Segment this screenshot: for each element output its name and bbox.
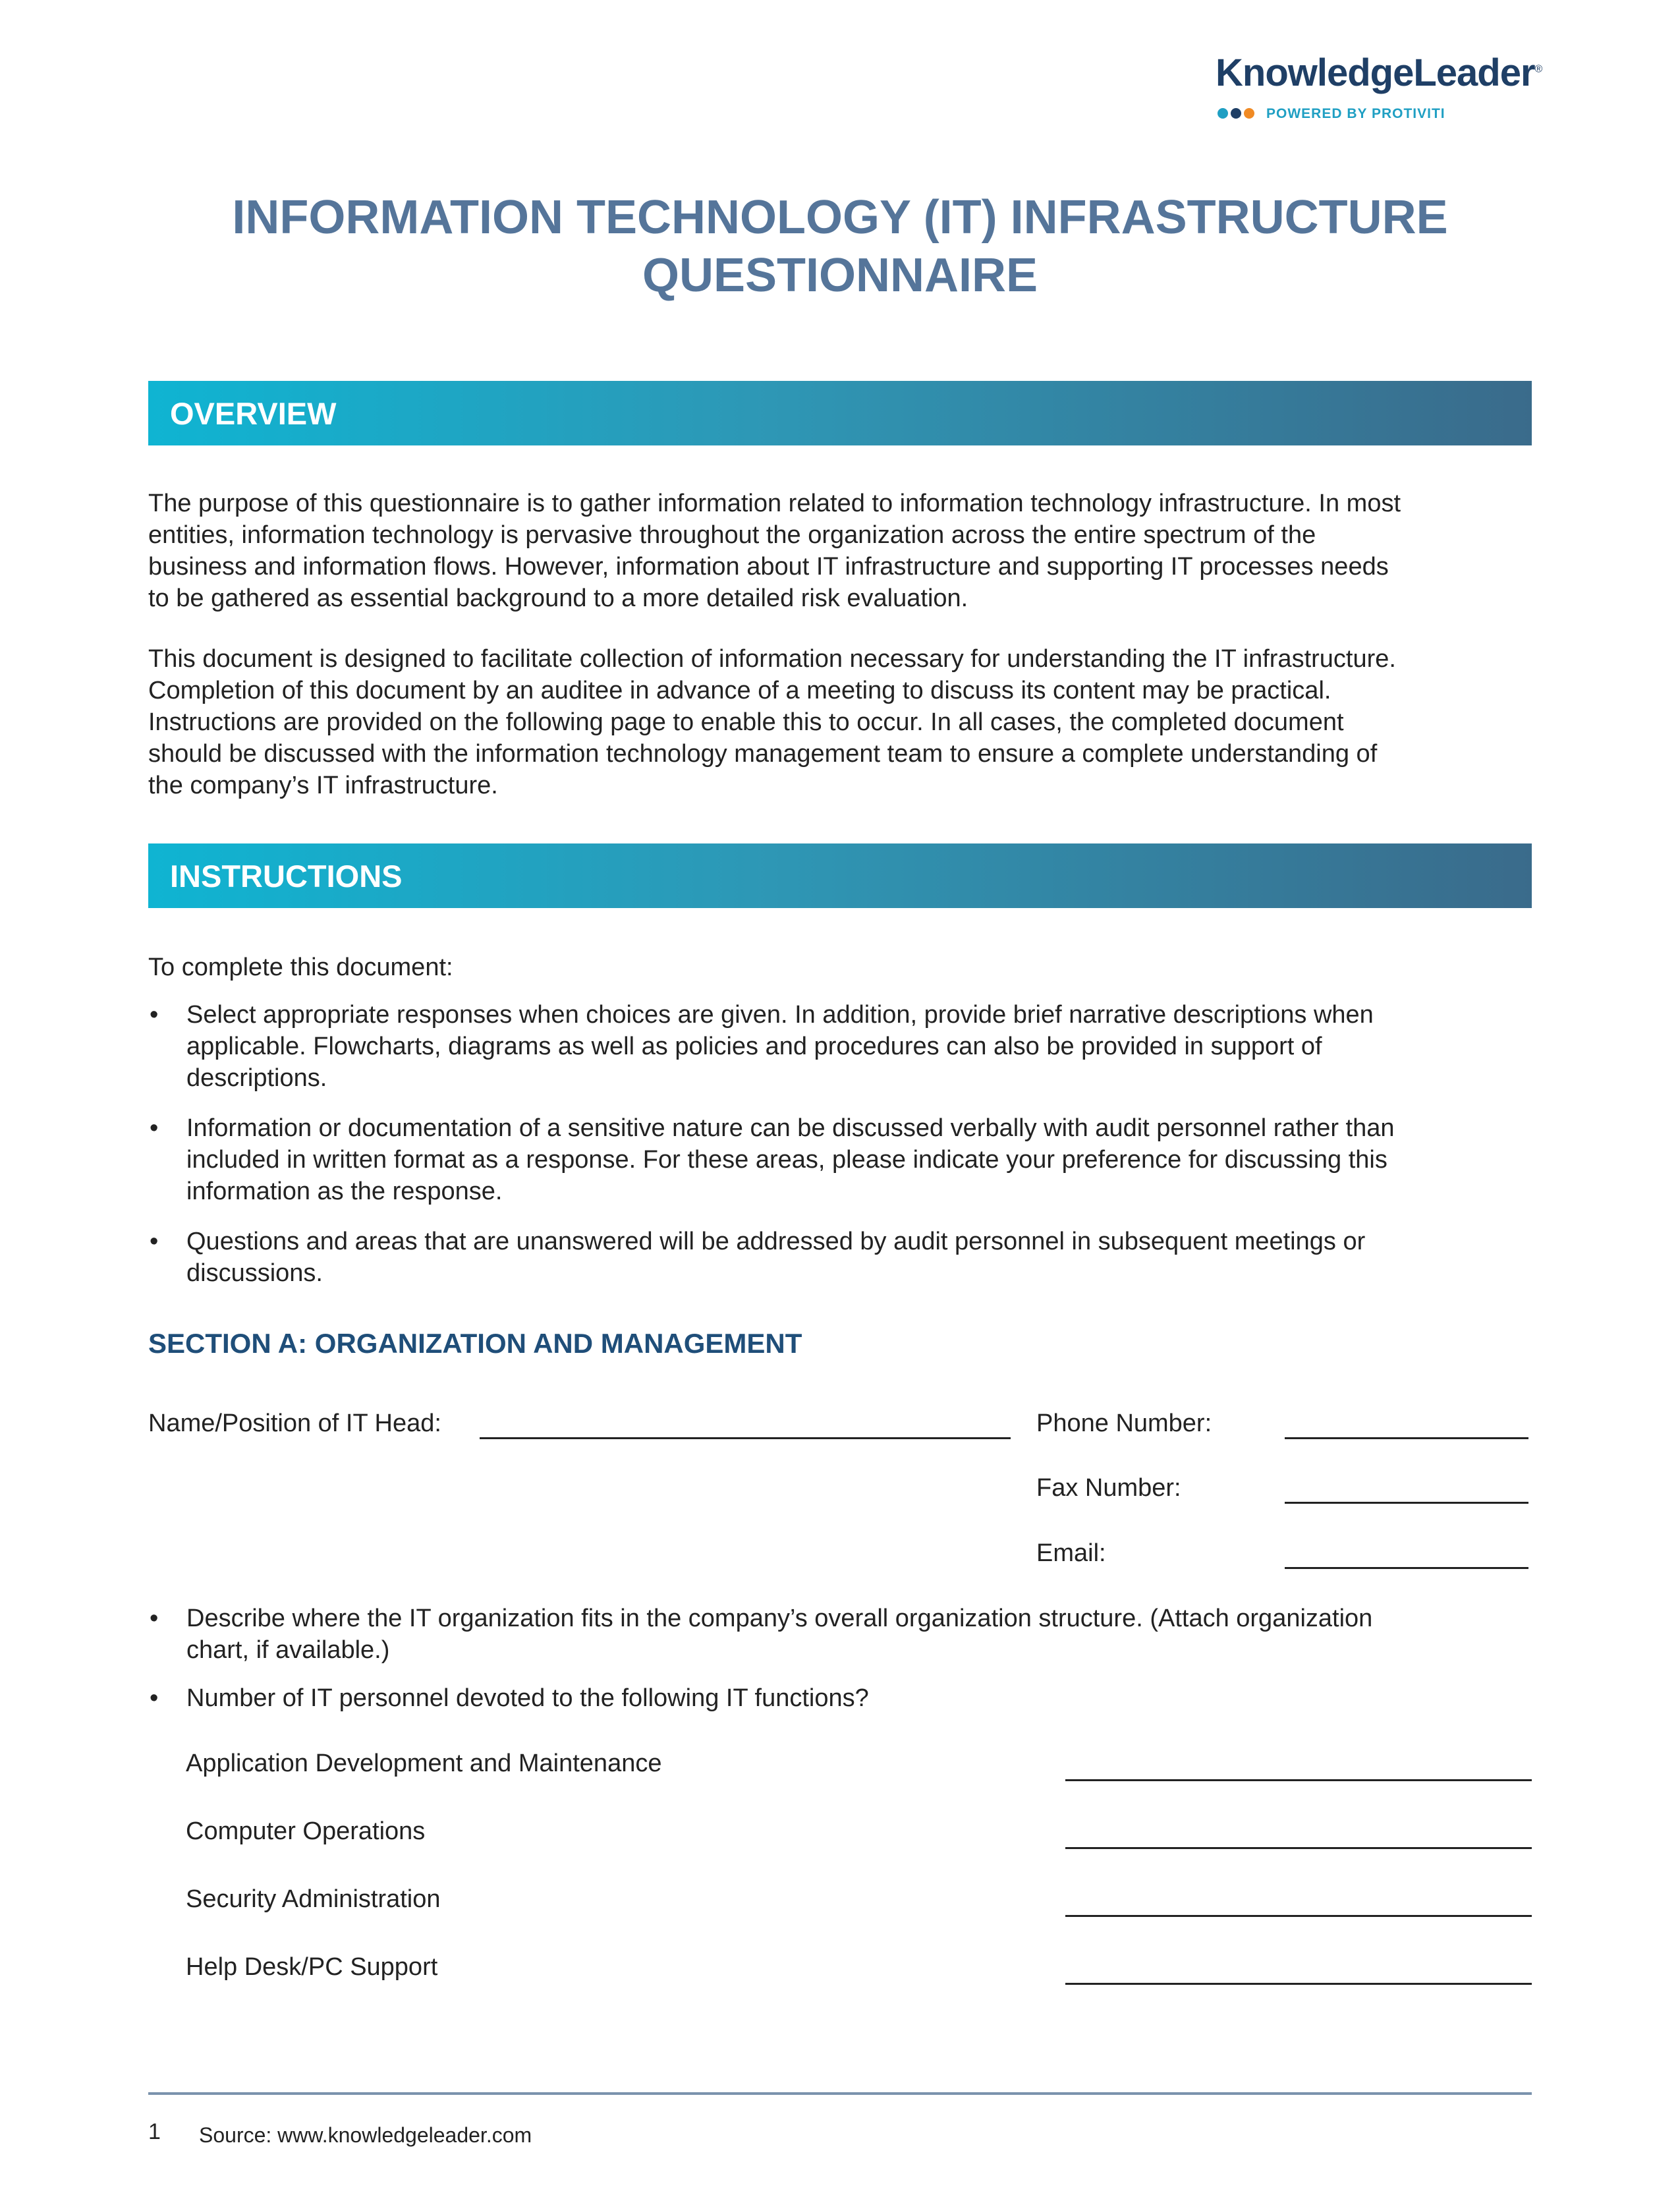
it-head-field[interactable] [480, 1437, 1011, 1439]
function-label-computer-ops: Computer Operations [186, 1817, 426, 1845]
function-field-help-desk[interactable] [1065, 1983, 1532, 1985]
text-line: Number of IT personnel devoted to the following IT functions? [186, 1684, 869, 1712]
bullet-icon: • [150, 1684, 159, 1712]
text-line: business and information flows. However, information about IT infrastructure and supporting IT processes needs [148, 553, 1389, 581]
bullet-icon: • [150, 1605, 159, 1632]
phone-field[interactable] [1285, 1437, 1528, 1439]
instruction-bullet-2 [148, 1112, 1538, 1207]
instructions-section-bar [148, 843, 1532, 908]
text-line: the company’s IT infrastructure. [148, 772, 498, 799]
brand-dot-3 [1244, 108, 1254, 119]
text-line: The purpose of this questionnaire is to gather information related to information technology infrastructure. In most [148, 490, 1401, 517]
instruction-bullet-1 [148, 999, 1538, 1094]
section-a-bullet-1 [148, 1603, 1538, 1666]
text-line: applicable. Flowcharts, diagrams as well as policies and procedures can also be provided in support of [186, 1033, 1322, 1060]
text-line: included in written format as a response. For these areas, please indicate your preference for discussing this [186, 1146, 1387, 1174]
text-line: This document is designed to facilitate collection of information necessary for understanding the IT infrastructure. [148, 645, 1396, 673]
text-line: information as the response. [186, 1178, 503, 1205]
overview-paragraph-2 [148, 643, 1538, 801]
fax-label: Fax Number: [1036, 1474, 1181, 1502]
bullet-icon: • [150, 1228, 159, 1255]
bullet-icon: • [150, 1001, 159, 1029]
text-line: entities, information technology is pervasive throughout the organization across the entire spectrum of the [148, 521, 1316, 549]
brand-dot-1 [1218, 108, 1228, 119]
brand-name: KnowledgeLeader [1216, 51, 1535, 94]
text-line: should be discussed with the information technology management team to ensure a complete understanding of [148, 740, 1378, 768]
text-line: descriptions. [186, 1064, 327, 1092]
function-label-app-dev: Application Development and Maintenance [186, 1750, 662, 1777]
bullet-icon: • [150, 1114, 159, 1142]
function-field-security-admin[interactable] [1065, 1915, 1532, 1917]
text-line: to be gathered as essential background to a more detailed risk evaluation. [148, 585, 968, 612]
page-number: 1 [148, 2119, 161, 2144]
text-line: Select appropriate responses when choices are given. In addition, provide brief narrative descriptions when [186, 1001, 1374, 1029]
text-line: Instructions are provided on the following page to enable this to occur. In all cases, the completed document [148, 708, 1344, 736]
brand-dot-2 [1231, 108, 1241, 119]
text-line: Questions and areas that are unanswered will be addressed by audit personnel in subsequent meetings or [186, 1228, 1366, 1255]
overview-section-bar [148, 381, 1532, 445]
function-field-app-dev[interactable] [1065, 1779, 1532, 1781]
overview-heading: OVERVIEW [170, 396, 337, 431]
footer-source: Source: www.knowledgeleader.com [199, 2123, 532, 2147]
text-line: Completion of this document by an auditee in advance of a meeting to discuss its content may be practical. [148, 677, 1331, 704]
function-label-help-desk: Help Desk/PC Support [186, 1953, 438, 1981]
text-line: chart, if available.) [186, 1636, 390, 1664]
it-head-label: Name/Position of IT Head: [148, 1410, 441, 1437]
function-label-security-admin: Security Administration [186, 1885, 441, 1913]
instruction-bullet-3 [148, 1226, 1538, 1289]
text-line: discussions. [186, 1259, 323, 1287]
text-line: Describe where the IT organization fits in the company’s overall organization structure. (Attach organization [186, 1605, 1373, 1632]
document-title-line-1: INFORMATION TECHNOLOGY (IT) INFRASTRUCTURE [232, 191, 1448, 244]
text-line: Information or documentation of a sensitive nature can be discussed verbally with audit personnel rather than [186, 1114, 1395, 1142]
registered-mark-icon: ® [1534, 63, 1542, 75]
phone-label: Phone Number: [1036, 1410, 1212, 1437]
fax-field[interactable] [1285, 1502, 1528, 1504]
email-label: Email: [1036, 1539, 1106, 1567]
overview-paragraph-1 [148, 488, 1538, 614]
document-title [148, 188, 1532, 304]
instructions-heading: INSTRUCTIONS [170, 859, 403, 894]
footer-divider [148, 2092, 1532, 2095]
email-field[interactable] [1285, 1567, 1528, 1569]
function-field-computer-ops[interactable] [1065, 1847, 1532, 1849]
instructions-intro: To complete this document: [148, 954, 453, 981]
brand-dots-icon [1218, 108, 1254, 119]
section-a-bullet-2 [148, 1682, 1538, 1714]
brand-tagline: POWERED BY PROTIVITI [1266, 106, 1445, 121]
document-title-line-2: QUESTIONNAIRE [642, 249, 1038, 302]
section-a-heading: SECTION A: ORGANIZATION AND MANAGEMENT [148, 1328, 802, 1359]
brand-logo [1216, 51, 1542, 94]
